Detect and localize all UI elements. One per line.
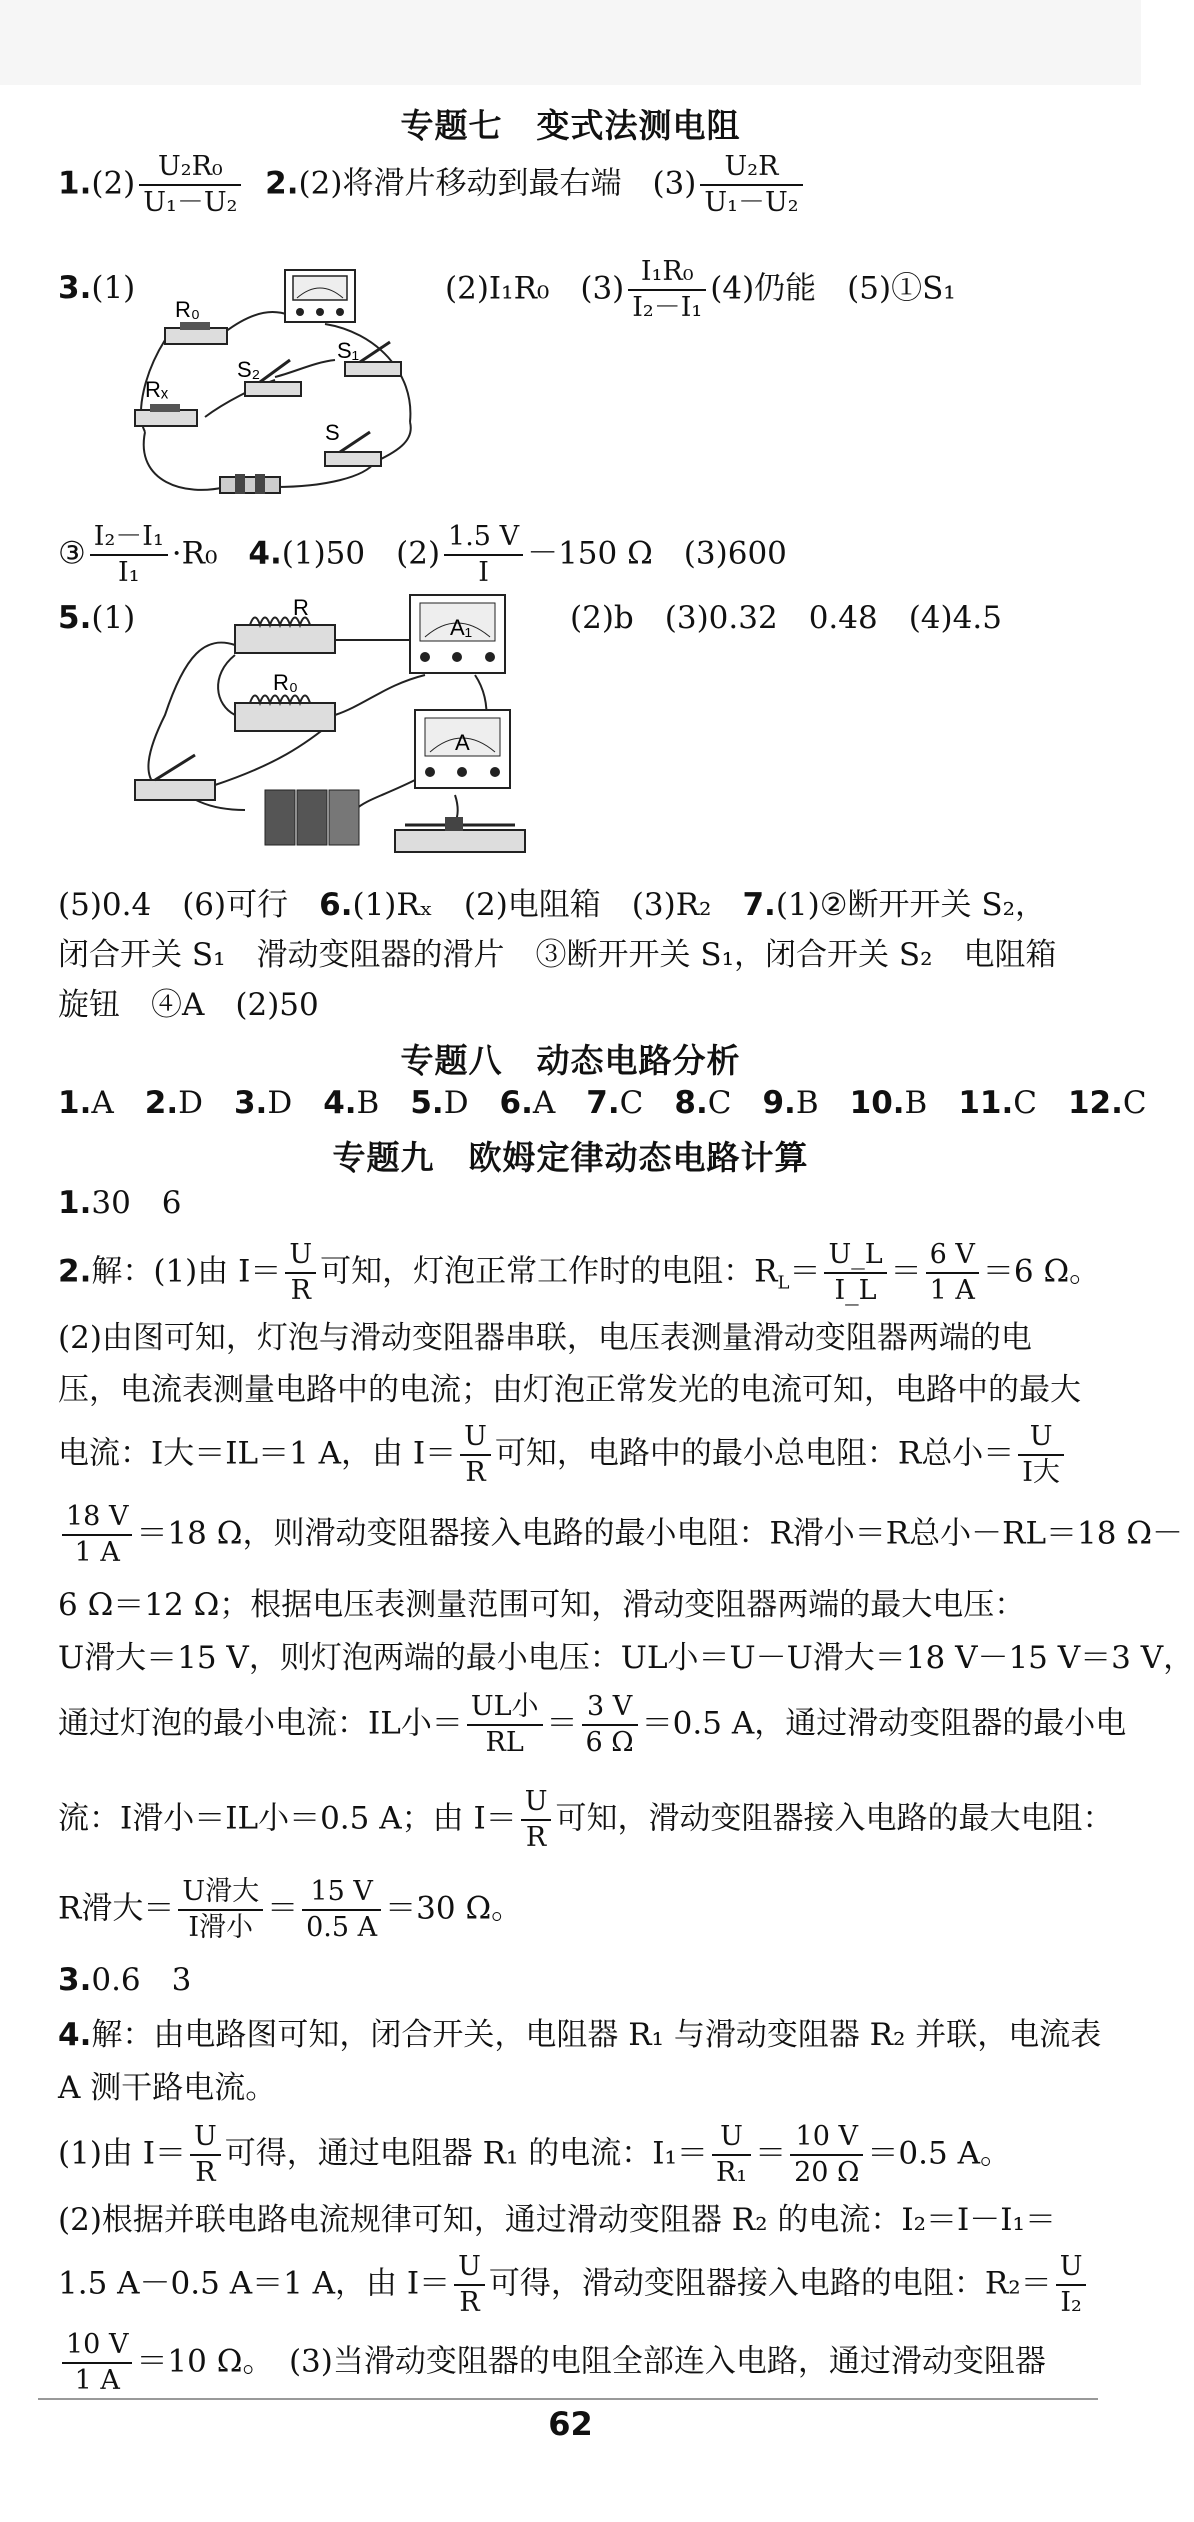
text: (2)b (3)0.32 0.48 (4)4.5 bbox=[570, 600, 1002, 636]
circuit-figure-2 bbox=[125, 595, 545, 870]
text: ＝18 Ω，则滑动变阻器接入电路的最小电阻：R滑小＝R总小－RL＝18 Ω－ bbox=[136, 1515, 1184, 1552]
s9-q2-line9 bbox=[58, 1785, 1113, 1855]
fraction bbox=[62, 2328, 132, 2398]
page-number: 62 bbox=[548, 2405, 593, 2443]
denominator: I滑小 bbox=[188, 1912, 254, 1943]
fraction bbox=[790, 2120, 863, 2190]
denominator: R bbox=[525, 1822, 547, 1853]
section-title-7: 专题七 变式法测电阻 bbox=[400, 106, 741, 145]
answer-line-4a bbox=[58, 598, 135, 638]
answer: B bbox=[904, 1085, 928, 1121]
q-number: 8. bbox=[674, 1085, 708, 1121]
text: (1) bbox=[91, 270, 136, 306]
subscript: L bbox=[777, 1272, 790, 1294]
s9-q4-line1 bbox=[58, 2015, 1101, 2055]
fraction bbox=[712, 2120, 751, 2190]
numerator: I₂－I₁ bbox=[90, 520, 168, 556]
text: (1)②断开开关 S₂， bbox=[775, 887, 1047, 923]
text: ＝ bbox=[267, 1890, 299, 1927]
fraction bbox=[62, 1500, 132, 1570]
text: (1)Rₓ (2)电阻箱 (3)R₂ bbox=[352, 887, 743, 923]
q-number: 6. bbox=[499, 1085, 533, 1121]
denominator: I bbox=[478, 557, 489, 588]
numerator: UL小 bbox=[467, 1690, 543, 1726]
q-number: 1. bbox=[58, 1185, 92, 1221]
q-number: 6. bbox=[319, 887, 353, 923]
text: －150 Ω (3)600 bbox=[527, 535, 787, 572]
answer: C bbox=[1013, 1085, 1037, 1121]
numerator: U bbox=[454, 2250, 485, 2286]
s9-q4-line2: A 测干路电流。 bbox=[58, 2070, 277, 2106]
numerator: U bbox=[1056, 2250, 1087, 2286]
numerator: I₁R₀ bbox=[628, 255, 706, 291]
denominator: U₁－U₂ bbox=[704, 187, 799, 218]
text: (2)I₁R₀ (3) bbox=[445, 270, 625, 307]
text: 1.5 A－0.5 A＝1 A，由 I＝ bbox=[58, 2265, 451, 2302]
text: (2)将滑片移动到最右端 (3) bbox=[298, 165, 697, 202]
label-s1: S₁ bbox=[337, 338, 360, 363]
q-number: 4. bbox=[58, 2017, 92, 2053]
s9-q4-line3 bbox=[58, 2120, 1011, 2190]
fraction bbox=[178, 1875, 263, 1945]
text: (1)由 I＝ bbox=[58, 2135, 187, 2172]
fraction bbox=[628, 255, 706, 325]
answer: B bbox=[795, 1085, 819, 1121]
text: (1)50 (2) bbox=[281, 535, 441, 572]
fraction bbox=[521, 1785, 552, 1855]
q-number: 4. bbox=[323, 1085, 357, 1121]
fraction bbox=[139, 150, 241, 220]
fraction bbox=[190, 2120, 221, 2190]
numerator: 15 V bbox=[302, 1875, 381, 1911]
fraction bbox=[582, 1690, 638, 1760]
denominator: R bbox=[459, 2287, 480, 2318]
footer-rule bbox=[38, 2398, 1098, 2400]
answer-line-3 bbox=[58, 520, 787, 590]
q-number: 2. bbox=[58, 1253, 92, 1290]
text: ＝30 Ω。 bbox=[385, 1890, 523, 1927]
text: ·R₀ bbox=[171, 535, 249, 572]
answer-line-2b bbox=[445, 255, 956, 325]
numerator: 3 V bbox=[582, 1690, 638, 1726]
label-r: R bbox=[293, 595, 309, 620]
denominator: R bbox=[290, 1275, 311, 1306]
answer-line-2a bbox=[58, 268, 135, 308]
text: (1) bbox=[91, 600, 136, 636]
denominator: 6 Ω bbox=[585, 1727, 634, 1758]
label-s2: S₂ bbox=[237, 357, 261, 382]
answer-line-mc bbox=[58, 1083, 1147, 1123]
text: 通过灯泡的最小电流：IL小＝ bbox=[58, 1705, 463, 1742]
s9-q2-line3: 压，电流表测量电路中的电流；由灯泡正常发光的电流可知，电路中的最大 bbox=[58, 1372, 1081, 1408]
label-s: S bbox=[325, 420, 340, 445]
denominator: RL bbox=[485, 1727, 524, 1758]
s9-q3 bbox=[58, 1960, 191, 2000]
text: ＝ bbox=[755, 2135, 787, 2172]
numerator: U_L bbox=[824, 1238, 886, 1274]
numerator: U bbox=[1018, 1420, 1064, 1456]
denominator: I_L bbox=[834, 1275, 877, 1306]
text: 可知，灯泡正常工作时的电阻：R bbox=[320, 1253, 778, 1290]
denominator: I₂－I₁ bbox=[632, 292, 703, 323]
text: ③ bbox=[58, 535, 86, 572]
text: 流：I滑小＝IL小＝0.5 A；由 I＝ bbox=[58, 1800, 517, 1837]
fraction bbox=[90, 520, 168, 590]
answer: C bbox=[619, 1085, 644, 1121]
fraction bbox=[444, 520, 523, 590]
q-number: 3. bbox=[58, 1962, 92, 1998]
denominator: I₁ bbox=[118, 557, 140, 588]
text: ＝ bbox=[789, 1253, 821, 1290]
numerator: 6 V bbox=[926, 1238, 979, 1274]
answer-line-6: 闭合开关 S₁ 滑动变阻器的滑片 ③断开开关 S₁，闭合开关 S₂ 电阻箱 bbox=[58, 937, 1057, 973]
denominator: 20 Ω bbox=[794, 2157, 860, 2188]
text: ＝ bbox=[546, 1705, 578, 1742]
fraction bbox=[454, 2250, 485, 2320]
text: 可得，通过电阻器 R₁ 的电流：I₁＝ bbox=[224, 2135, 708, 2172]
s9-q2-line8 bbox=[58, 1690, 1126, 1760]
numerator: U bbox=[712, 2120, 751, 2156]
text: (4)仍能 (5)①S₁ bbox=[710, 270, 956, 307]
fraction bbox=[302, 1875, 381, 1945]
answer: A bbox=[532, 1085, 556, 1121]
denominator: 1 A bbox=[74, 1537, 120, 1568]
numerator: U₂R bbox=[700, 150, 802, 186]
q-number: 2. bbox=[144, 1085, 179, 1121]
answer: D bbox=[267, 1085, 293, 1121]
text: 电流：I大＝IL＝1 A，由 I＝ bbox=[58, 1435, 457, 1472]
text: 解：(1)由 I＝ bbox=[91, 1253, 282, 1290]
q-number: 9. bbox=[762, 1085, 796, 1121]
section-title-8: 专题八 动态电路分析 bbox=[400, 1041, 741, 1080]
text: 可知，电路中的最小总电阻：R总小＝ bbox=[494, 1435, 1015, 1472]
answer: C bbox=[707, 1085, 732, 1121]
q-number: 4. bbox=[248, 535, 282, 572]
fraction bbox=[1018, 1420, 1064, 1490]
q-number: 3. bbox=[58, 270, 92, 306]
denominator: I大 bbox=[1022, 1457, 1060, 1488]
s9-q2-line2: (2)由图可知，灯泡与滑动变阻器串联，电压表测量滑动变阻器两端的电 bbox=[58, 1320, 1032, 1356]
q-number: 3. bbox=[233, 1085, 268, 1121]
numerator: U bbox=[285, 1238, 316, 1274]
text: ＝0.5 A，通过滑动变阻器的最小电 bbox=[641, 1705, 1127, 1742]
numerator: U bbox=[521, 1785, 552, 1821]
answer-line-1 bbox=[58, 150, 807, 220]
s9-q2-line1 bbox=[58, 1238, 1100, 1308]
denominator: 1 A bbox=[74, 2365, 120, 2396]
text: (5)0.4 (6)可行 bbox=[58, 887, 320, 923]
numerator: 1.5 V bbox=[444, 520, 523, 556]
s9-q2-line4 bbox=[58, 1420, 1068, 1490]
answer: D bbox=[443, 1085, 469, 1121]
q-number: 5. bbox=[58, 600, 92, 636]
fraction bbox=[460, 1420, 491, 1490]
q-number: 11. bbox=[958, 1085, 1014, 1121]
answer-line-5 bbox=[58, 885, 1046, 925]
fraction bbox=[1056, 2250, 1087, 2320]
q-number: 2. bbox=[265, 165, 299, 202]
answer: D bbox=[178, 1085, 203, 1121]
text: ＝6 Ω。 bbox=[982, 1253, 1101, 1290]
denominator: 0.5 A bbox=[306, 1912, 378, 1943]
section-title-9: 专题九 欧姆定律动态电路计算 bbox=[332, 1138, 809, 1177]
denominator: U₁－U₂ bbox=[143, 187, 238, 218]
text: R滑大＝ bbox=[58, 1890, 175, 1927]
s9-q4-line5 bbox=[58, 2250, 1090, 2320]
denominator: R₁ bbox=[715, 2157, 748, 2188]
denominator: R bbox=[465, 1457, 486, 1488]
s9-q2-line10 bbox=[58, 1875, 522, 1945]
label-a: A bbox=[455, 730, 470, 755]
answer-line-4b bbox=[570, 598, 1002, 638]
denominator: R bbox=[195, 2157, 216, 2188]
text: 30 6 bbox=[91, 1185, 182, 1221]
label-a1: A₁ bbox=[450, 615, 473, 640]
q-number: 12. bbox=[1067, 1085, 1123, 1121]
fraction bbox=[700, 150, 802, 220]
q-number: 10. bbox=[849, 1085, 905, 1121]
denominator: 1 A bbox=[929, 1275, 975, 1306]
denominator: I₂ bbox=[1060, 2287, 1082, 2318]
fraction bbox=[285, 1238, 316, 1308]
answer: B bbox=[356, 1085, 380, 1121]
text: 0.6 3 bbox=[91, 1962, 192, 1998]
numerator: U₂R₀ bbox=[139, 150, 241, 186]
numerator: U bbox=[460, 1420, 491, 1456]
q-number: 1. bbox=[58, 165, 92, 202]
answer-line-7: 旋钮 ④A (2)50 bbox=[58, 987, 319, 1023]
text: 可得，滑动变阻器接入电路的电阻：R₂＝ bbox=[488, 2265, 1052, 2302]
top-band bbox=[0, 0, 1141, 85]
label-r0: R₀ bbox=[175, 297, 201, 322]
s9-q2-line5 bbox=[58, 1500, 1183, 1570]
fraction bbox=[467, 1690, 543, 1760]
text: ＝0.5 A。 bbox=[867, 2135, 1011, 2172]
answer: C bbox=[1122, 1085, 1147, 1121]
q-number: 1. bbox=[58, 1085, 92, 1121]
text: ＝10 Ω。 (3)当滑动变阻器的电阻全部连入电路，通过滑动变阻器 bbox=[136, 2343, 1046, 2380]
answer: A bbox=[91, 1085, 114, 1121]
text: (2) bbox=[91, 165, 136, 202]
label-r0-b: R₀ bbox=[273, 670, 299, 695]
text: 可知，滑动变阻器接入电路的最大电阻： bbox=[555, 1800, 1114, 1837]
circuit-figure-1 bbox=[125, 262, 425, 502]
numerator: 10 V bbox=[790, 2120, 863, 2156]
text: 解：由电路图可知，闭合开关，电阻器 R₁ 与滑动变阻器 R₂ 并联，电流表 bbox=[91, 2017, 1102, 2053]
numerator: U滑大 bbox=[178, 1875, 263, 1911]
fraction bbox=[824, 1238, 886, 1308]
s9-q4-line6 bbox=[58, 2328, 1046, 2398]
q-number: 7. bbox=[742, 887, 776, 923]
s9-q2-line7: U滑大＝15 V，则灯泡两端的最小电压：UL小＝U－U滑大＝18 V－15 V＝3 V， bbox=[58, 1640, 1194, 1676]
label-rx: Rₓ bbox=[145, 377, 169, 402]
s9-q4-line4: (2)根据并联电路电流规律可知，通过滑动变阻器 R₂ 的电流：I₂＝I－I₁＝ bbox=[58, 2202, 1056, 2238]
numerator: U bbox=[190, 2120, 221, 2156]
fraction bbox=[926, 1238, 979, 1308]
text: ＝ bbox=[890, 1253, 922, 1290]
q-number: 5. bbox=[410, 1085, 444, 1121]
s9-q1 bbox=[58, 1183, 182, 1223]
q-number: 7. bbox=[586, 1085, 620, 1121]
numerator: 18 V bbox=[62, 1500, 132, 1536]
numerator: 10 V bbox=[62, 2328, 132, 2364]
s9-q2-line6: 6 Ω＝12 Ω；根据电压表测量范围可知，滑动变阻器两端的最大电压： bbox=[58, 1587, 1026, 1623]
